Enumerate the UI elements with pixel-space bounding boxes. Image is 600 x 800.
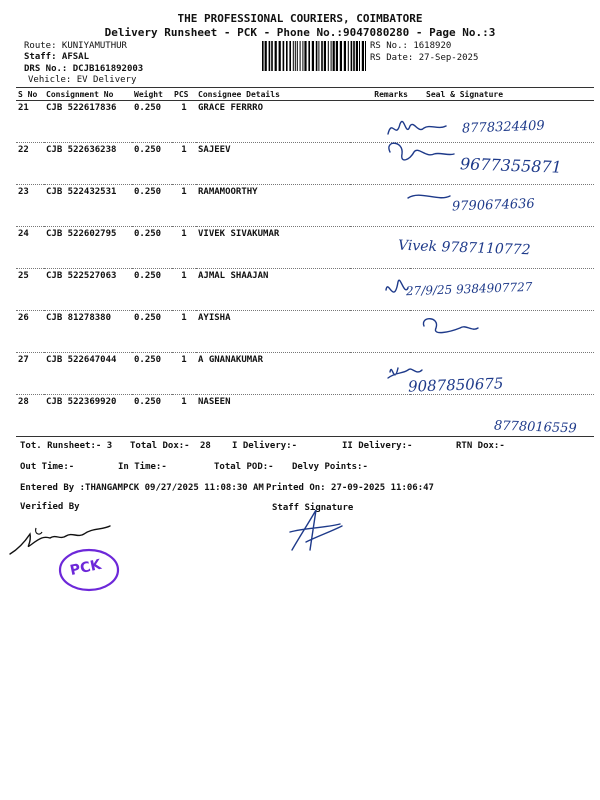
- cell-consignee: NASEEN: [196, 395, 350, 437]
- total-dox-label: Total Dox:-: [130, 441, 190, 451]
- cell-consignment-no: CJB 522636238: [44, 143, 132, 185]
- cell-consignment-no: CJB 522432531: [44, 185, 132, 227]
- col-header-consignee: Consignee Details: [196, 88, 350, 101]
- col-header-remarks: Remarks: [350, 88, 410, 101]
- cell-sno: 24: [16, 227, 44, 269]
- cell-sno: 28: [16, 395, 44, 437]
- entered-by: Entered By :THANGAMPCK 09/27/2025 11:08:30 AM: [20, 483, 264, 493]
- i-delivery-label: I Delivery:-: [232, 441, 298, 451]
- cell-consignment-no: CJB 81278380: [44, 311, 132, 353]
- cell-weight: 0.250: [132, 395, 172, 437]
- staff-signature-label: Staff Signature: [272, 503, 354, 513]
- cell-sno: 21: [16, 101, 44, 143]
- cell-weight: 0.250: [132, 227, 172, 269]
- cell-sno: 25: [16, 269, 44, 311]
- verified-by-label: Verified By: [20, 502, 80, 512]
- cell-weight: 0.250: [132, 311, 172, 353]
- printed-on: Printed On: 27-09-2025 11:06:47: [266, 483, 434, 493]
- runsheet-subtitle: Delivery Runsheet - PCK - Phone No.:9047080280 - Page No.:3: [104, 26, 496, 39]
- cell-consignment-no: CJB 522602795: [44, 227, 132, 269]
- cell-sno: 23: [16, 185, 44, 227]
- barcode-image: [262, 41, 366, 71]
- cell-weight: 0.250: [132, 143, 172, 185]
- cell-consignment-no: CJB 522369920: [44, 395, 132, 437]
- route-label: Route: KUNIYAMUTHUR: [24, 41, 127, 51]
- cell-pcs: 1: [172, 353, 196, 395]
- total-dox-value: 28: [200, 441, 211, 451]
- cell-consignee: AJMAL SHAAJAN: [196, 269, 350, 311]
- cell-consignee: GRACE FERRRO: [196, 101, 350, 143]
- handwritten-phone: 8778324409: [461, 118, 545, 137]
- handwritten-phone: Vivek 9787110772: [397, 237, 531, 259]
- cell-pcs: 1: [172, 395, 196, 437]
- staff-signature: [284, 506, 346, 554]
- col-header-signature: Seal & Signature: [410, 88, 594, 101]
- table-header-row: [16, 88, 594, 101]
- rs-number: RS No.: 1618920: [370, 41, 452, 51]
- total-pod-label: Total POD:-: [214, 462, 274, 472]
- rtn-dox-label: RTN Dox:-: [456, 441, 505, 451]
- handwritten-phone: 27/9/25 9384907727: [405, 279, 533, 299]
- cell-weight: 0.250: [132, 269, 172, 311]
- cell-consignee: AYISHA: [196, 311, 350, 353]
- handwritten-phone: 9677355871: [459, 154, 563, 177]
- cell-consignee: A GNANAKUMAR: [196, 353, 350, 395]
- signature-scribbles: [380, 110, 580, 440]
- cell-consignee: VIVEK SIVAKUMAR: [196, 227, 350, 269]
- vehicle-label: Vehicle: EV Delivery: [28, 75, 137, 85]
- rs-date: RS Date: 27-Sep-2025: [370, 53, 479, 63]
- staff-label: Staff: AFSAL: [24, 52, 90, 62]
- cell-pcs: 1: [172, 269, 196, 311]
- in-time-label: In Time:-: [118, 462, 167, 472]
- cell-consignment-no: CJB 522527063: [44, 269, 132, 311]
- handwritten-phone: 9087850675: [407, 374, 504, 396]
- col-header-pcs: PCS: [172, 88, 196, 101]
- tot-runsheet: Tot. Runsheet:- 3: [20, 441, 113, 451]
- company-title: THE PROFESSIONAL COURIERS, COIMBATORE: [177, 12, 423, 25]
- cell-consignee: RAMAMOORTHY: [196, 185, 350, 227]
- delvy-points-label: Delvy Points:-: [292, 462, 368, 472]
- cell-pcs: 1: [172, 185, 196, 227]
- col-header-consignment: Consignment No: [44, 88, 132, 101]
- cell-sno: 22: [16, 143, 44, 185]
- cell-sno: 27: [16, 353, 44, 395]
- stamp-text: PCK: [68, 556, 103, 580]
- cell-weight: 0.250: [132, 185, 172, 227]
- cell-weight: 0.250: [132, 101, 172, 143]
- cell-pcs: 1: [172, 311, 196, 353]
- handwritten-phone: 9790674636: [451, 196, 535, 215]
- drs-number: DRS No.: DCJB161892003: [24, 64, 144, 74]
- col-header-weight: Weight: [132, 88, 172, 101]
- cell-weight: 0.250: [132, 353, 172, 395]
- cell-sno: 26: [16, 311, 44, 353]
- ii-delivery-label: II Delivery:-: [342, 441, 413, 451]
- cell-pcs: 1: [172, 143, 196, 185]
- cell-consignment-no: CJB 522617836: [44, 101, 132, 143]
- out-time-label: Out Time:-: [20, 462, 75, 472]
- cell-consignment-no: CJB 522647044: [44, 353, 132, 395]
- col-header-sno: S No: [16, 88, 44, 101]
- cell-pcs: 1: [172, 227, 196, 269]
- cell-pcs: 1: [172, 101, 196, 143]
- handwritten-phone: 8778016559: [493, 418, 577, 437]
- cell-consignee: SAJEEV: [196, 143, 350, 185]
